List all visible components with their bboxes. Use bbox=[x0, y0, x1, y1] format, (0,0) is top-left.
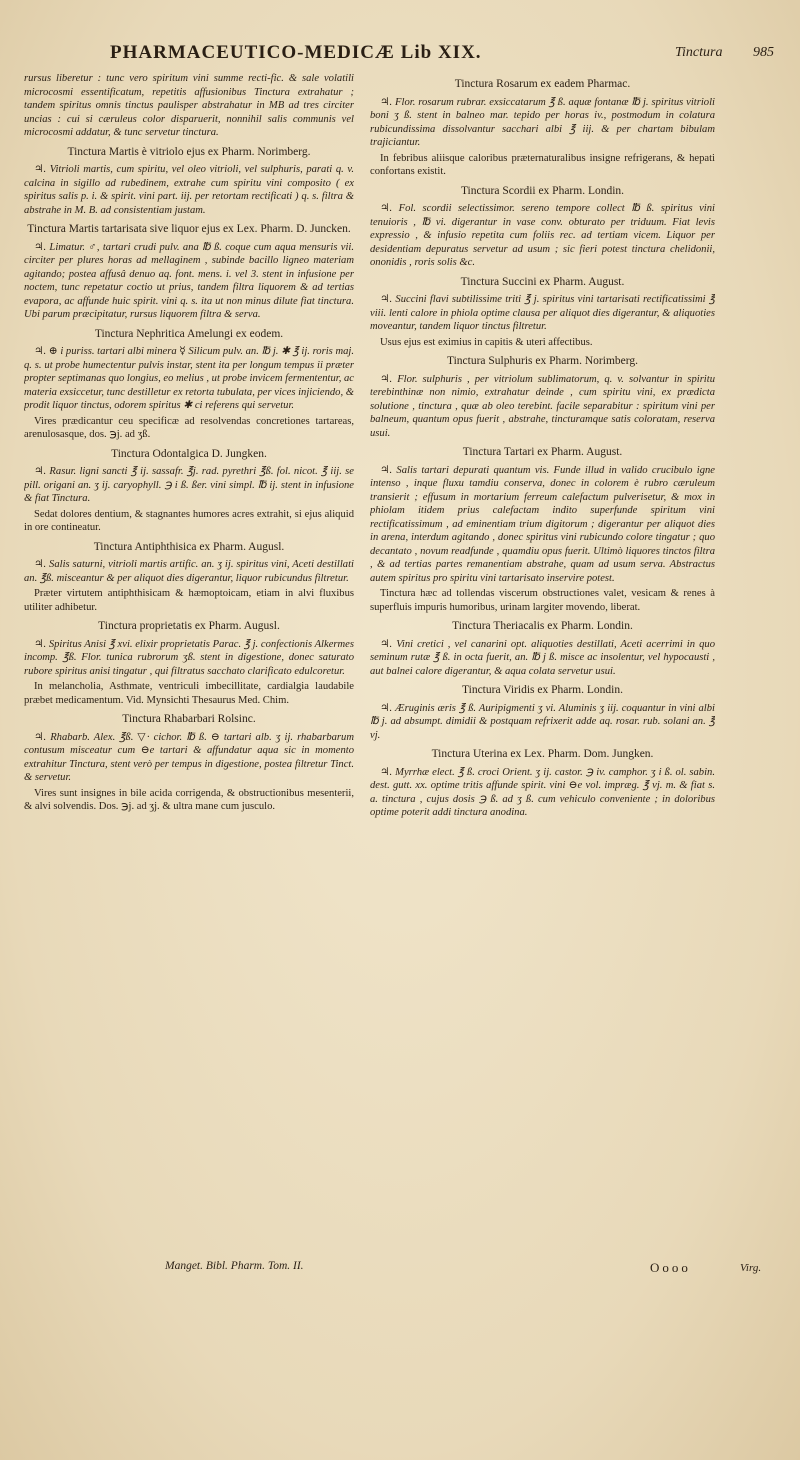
recipe-prescription: ♃. Salis tartari depurati quantum vis. Funde illud in valido crucibulo igne intenso , inque fluxu tamdiu conserva, donec in colorem è rubro cæruleum transierit ; effusum in mortarium ferreum calefactum pulverisetur, & mox in phiolam itidem prius calefactam indito superfunde spiritum vini rectificatissimum , ad eminentiam trium digitorum ; digerantur per aliquot dies in arena, interdum agitando , donec spiritus vini rubicundo colore tingatur ; quo decantato , novum readfunde , quamdiu opus fuerit. Ultimò liquores tinctos filtra , & ad tertias partes remanentiam abstrahe, quam ad usum serva. Abstractus autem spiritus pro spiritu vini tartarisato inservire potest. bbox=[370, 464, 715, 584]
recipe-heading: Tinctura Antiphthisica ex Pharm. Augusl. bbox=[93, 540, 285, 553]
recipe-heading: Tinctura Nephritica Amelungi ex eodem. bbox=[94, 327, 284, 340]
recipe-heading: Tinctura Odontalgica D. Jungken. bbox=[111, 447, 267, 460]
recipe-heading: Tinctura Martis è vitriolo ejus ex Pharm. Norimberg. bbox=[67, 145, 311, 158]
recipe-prescription: ♃. Rhabarb. Alex. ℥ß. ▽· cichor. ℔ ß. ⊖ tartari alb. ʒ ij. rhabarbarum contusum misceatur cum ⊖e tartari & affundatur aqua sic in momento extrahitur Tinctura, stent verò per tempus in digestione, postea filtretur Tinct. & servetur. bbox=[24, 731, 354, 783]
text-paragraph: Præter virtutem antiphthisicam & hæmoptoicam, etiam in alvi fluxibus utiliter adhibetur. bbox=[24, 588, 354, 613]
text-paragraph: Tinctura hæc ad tollendas viscerum obstructiones valet, vesicam & renes à superfluis impuris humoribus, urinam largiter movendo, liberat. bbox=[370, 588, 715, 613]
recipe-heading: Tinctura Viridis ex Pharm. Londin. bbox=[462, 684, 623, 696]
recipe-heading: Tinctura Theriacalis ex Pharm. Londin. bbox=[452, 620, 633, 632]
text-paragraph: rursus liberetur : tunc vero spiritum vini summe recti-fic. & sale volatili microcosmi essentificatum, repetitis affusionibus Tinctura extrahatur ; tandem spiritus omnis tinctus paulisper abstrahatur in MB ad tres circiter uncias : cui si cæruleus color disparuerit, nonnihil salis communis vel microcosmi addatur, & tunc servetur tinctura. bbox=[24, 73, 354, 138]
running-title: PHARMACEUTICO-MEDICÆ Lib XIX. bbox=[110, 42, 482, 63]
recipe-heading: Tinctura Sulphuris ex Pharm. Norimberg. bbox=[446, 355, 639, 367]
recipe-heading: Tinctura Succini ex Pharm. August. bbox=[460, 275, 625, 288]
recipe-prescription: ♃. ⊕ i puriss. tartari albi minera ☿ Silicum pulv. an. ℔ j. ✱ ℥ ij. roris maj. q. s. ut probe humectentur pulvis instar, stent ita per longum tempus ii præter propter septimanas quo longius, eo melius , ut probe invicem fermententur, ac materia exsiccetur, tunc destilletur ex retorta tubulata, per vices injiciendo, & prodit liquor tinctus, odorem spiritus ✱ ci referens qui servetur. bbox=[24, 346, 354, 411]
recipe-heading: Tinctura Rosarum ex eadem Pharmac. bbox=[454, 78, 631, 90]
recipe-prescription: ♃. Fol. scordii selectissimor. sereno tempore collect ℔ ß. spiritus vini tenuioris , ℔ vi. digerantur in vase conv. obturato per triduum. Fiat levis expressio , & infusio repetita cum foliis rec. ad tertiam vicem. Liquor per desidentiam depuratus servetur ad usum ; sic fieri potest tinctura chelidonii, ononidis , roris solis &c. bbox=[370, 203, 715, 268]
recipe-prescription: ♃. Flor. sulphuris , per vitriolum sublimatorum, q. v. solvantur in spiritu terebinthinæ non nimio, extrahatur deinde , cum spiritu vini, ex prædicta solutione , tinctura , quæ ab oleo terebint. facile separabitur : spiritum vini per balneum, quantum opus fuerit , abstrahe, tincturamque satis coloratam, reserva usui. bbox=[370, 373, 715, 439]
page-number: 985 bbox=[753, 45, 774, 60]
text-paragraph: In melancholia, Asthmate, ventriculi imbecillitate, cardialgia laudabile præbet medicamentum. Vid. Mynsichti Thesaurus Med. Chim. bbox=[24, 681, 354, 706]
recipe-prescription: ♃. Rasur. ligni sancti ℥ ij. sassafr. ℥j. rad. pyrethri ℥ß. fol. nicot. ℥ iij. se pill. origani an. ʒ ij. caryophyll. ℈ i ß. ßer. vini simpl. ℔ ij. stent in infusione & fiat Tinctura. bbox=[24, 466, 354, 504]
recipe-prescription: ♃. Myrrhæ elect. ℥ ß. croci Orient. ʒ ij. castor. ℈ iv. camphor. ʒ i ß. ol. sabin. dest. gutt. xx. optime tritis affunde spirit. vini ⊖e vol. impræg. ℥ vj. m. & fiat s. a. tinctura , cujus dosis ℈ ß. ad ʒ ß. cum vehiculo conveniente ; in doloribus optime poterit addi tinctura anodina. bbox=[370, 766, 715, 818]
catchword: Virg. bbox=[740, 1262, 762, 1274]
text-paragraph: Vires prædicantur ceu specificæ ad resolvendas concretiones tartareas, arenulosasque, dos. ℈j. ad ʒß. bbox=[24, 415, 354, 440]
recipe-heading: Tinctura proprietatis ex Pharm. Augusl. bbox=[98, 620, 280, 632]
recipe-heading: Tinctura Scordii ex Pharm. Londin. bbox=[460, 184, 625, 197]
recipe-prescription: ♃. Æruginis æris ℥ ß. Auripigmenti ʒ vi. Aluminis ʒ iij. coquantur in vini albi ℔ j. ad absumpt. dimidii & postquam refrixerit adde aq. rosar. rub. solani an. ℥ vj. bbox=[370, 702, 715, 741]
recipe-prescription: ♃. Vitrioli martis, cum spiritu, vel oleo vitrioli, vel sulphuris, parati q. v. calcina in sigillo ad rubedinem, extrahe cum spiritu vini composito ( ex spiritus salis p. i. & spirit. vini part. iij. per retortam rectificati ) q. s. filtra & abstrahe in M. B. ad consistentiam justam. bbox=[24, 164, 354, 216]
signature-mark: Oooo bbox=[650, 1260, 691, 1275]
text-paragraph: Vires sunt insignes in bile acida corrigenda, & obstructionibus mesenterii, & alvi solvendis. Dos. ℈j. ad ʒj. & ultra mane cum jusculo. bbox=[24, 787, 354, 812]
recipe-prescription: ♃. Limatur. ♂, tartari crudi pulv. ana ℔ ß. coque cum aqua mensuris vii. circiter per plures horas ad mellaginem , subinde bacillo ligneo materiam agitando; postea affusâ denuo aq. font. mens. i. vel 3. stent in infusione per noctem, tunc repetatur coctio ut prius, tandem filtra liquorem & ad tertias evapora, ac affunde huic spirit. vini q. s. ita ut non minus dilute fiat tinctura. Ubi parum præcipitatur, rursus liquorem filtra & serva. bbox=[24, 241, 354, 320]
recipe-prescription: ♃. Salis saturni, vitrioli martis artific. an. ʒ ij. spiritus vini, Aceti destillati an. ℥ß. misceantur & per aliquot dies digerantur, liquor rubicundus filtretur. bbox=[24, 559, 354, 584]
right-column bbox=[370, 72, 715, 1362]
recipe-prescription: ♃. Vini cretici , vel canarini opt. aliquoties destillati, Aceti acerrimi in quo seminum rutæ ℥ ß. in octa fuerit, an. ℔ j ß. misce ac insolentur, vel hypocausti , aut balnei calore digerantur, & aqua colata servetur usui. bbox=[370, 638, 715, 677]
text-paragraph: Usus ejus est eximius in capitis & uteri affectibus. bbox=[380, 336, 593, 348]
recipe-heading: Tinctura Uterina ex Lex. Pharm. Dom. Jungken. bbox=[431, 748, 654, 760]
text-paragraph: Sedat dolores dentium, & stagnantes humores acres extrahit, si ejus aliquid in ore contineatur. bbox=[24, 508, 354, 533]
recipe-prescription: ♃. Succini flavi subtilissime triti ℥ j. spiritus vini tartarisati rectificatissimi ℥ viii. lenti calore in phiola optime clausa per aliquot dies digerantur, & aliquoties moveantur, tandem liquor tinctus filtretur. bbox=[370, 294, 715, 332]
footer-reference: Manget. Bibl. Pharm. Tom. II. bbox=[165, 1260, 304, 1272]
left-column bbox=[24, 72, 354, 1362]
recipe-heading: Tinctura Tartari ex Pharm. August. bbox=[462, 446, 623, 458]
running-header bbox=[110, 42, 782, 72]
recipe-prescription: ♃. Spiritus Anisi ℥ xvi. elixir proprietatis Parac. ℥ j. confectionis Alkermes incomp. ℥ß. Flor. tunica rubrorum ʒß. stent in digestione, donec saturato rubore spiritus anisi tingatur , qui filtratus sacchato clarificato edulcoretur. bbox=[24, 638, 354, 677]
section-label: Tinctura bbox=[675, 45, 723, 60]
recipe-heading: Tinctura Rhabarbari Rolsinc. bbox=[122, 713, 256, 725]
recipe-prescription: ♃. Flor. rosarum rubrar. exsiccatarum ℥ ß. aquæ fontanæ ℔ j. spiritus vitrioli boni ʒ ß. stent in balneo mar. tepido per horas iv., postmodum in colatura rubicundissima dissolvantur sacchari albi ℥ iij. & per chartam bibulam trajiciantur. bbox=[370, 96, 715, 148]
text-paragraph: In febribus aliisque caloribus præternaturalibus insigne refrigerans, & hepati confortans existit. bbox=[370, 152, 715, 177]
recipe-heading: Tinctura Martis tartarisata sive liquor ejus ex Lex. Pharm. D. Juncken. bbox=[27, 223, 351, 235]
